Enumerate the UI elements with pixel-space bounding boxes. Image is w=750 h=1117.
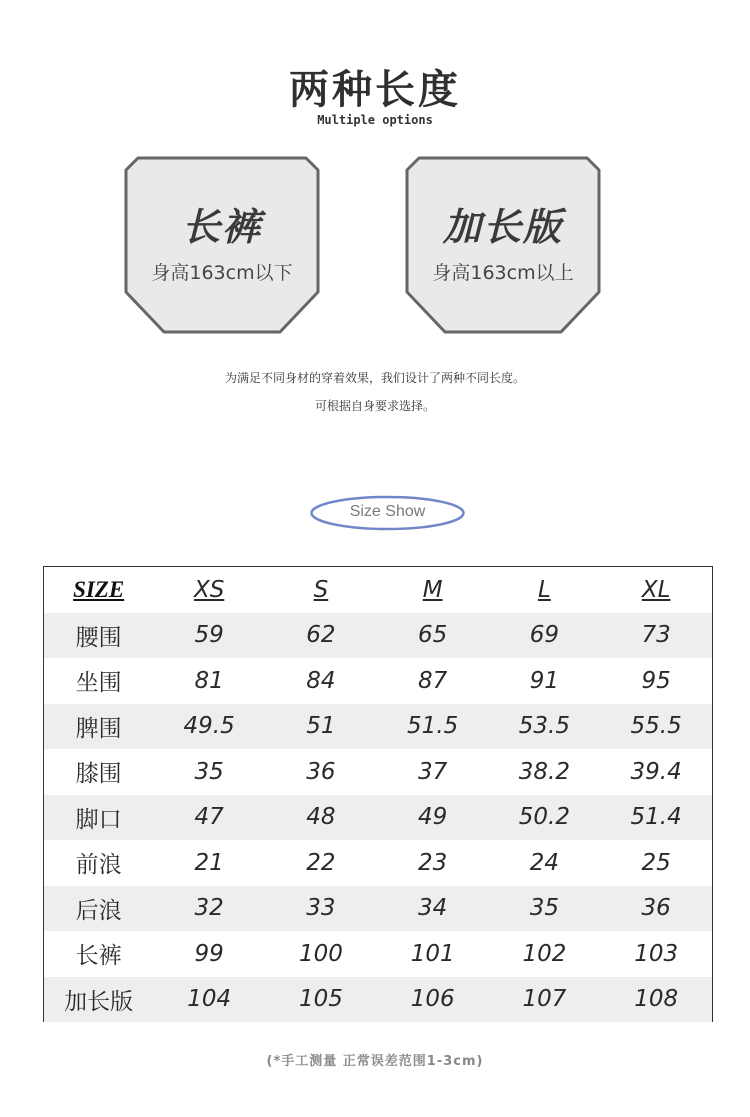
table-row-label: 后浪 — [75, 897, 122, 924]
table-cell: 91 — [529, 667, 560, 694]
table-header-row — [44, 567, 712, 613]
measurement-note: (*手工测量 正常误差范围1-3cm) — [266, 1054, 484, 1069]
table-cell: 50.2 — [518, 804, 570, 831]
table-cell: 23 — [418, 849, 448, 876]
table-row — [44, 931, 712, 977]
table-cell: 101 — [410, 940, 455, 967]
table-cell: 108 — [634, 986, 679, 1013]
table-header-cell: SIZE — [73, 576, 125, 602]
table-cell: 65 — [418, 622, 448, 649]
size-table — [43, 566, 713, 1022]
table-row-label: 坐围 — [75, 670, 122, 697]
table-row — [44, 658, 712, 704]
table-cell: 69 — [529, 622, 560, 649]
table-cell: 36 — [641, 895, 671, 922]
table-header-cell: XL — [641, 576, 671, 603]
note-line-1: 为满足不同身材的穿着效果，我们设计了两种不同长度。 — [224, 371, 525, 385]
table-cell: 102 — [522, 940, 567, 967]
size-show-badge — [309, 495, 466, 531]
table-header-cell: XS — [193, 576, 225, 603]
table-cell: 51.4 — [630, 804, 682, 831]
table-cell: 62 — [306, 622, 336, 649]
table-cell: 81 — [194, 667, 224, 694]
table-cell: 100 — [298, 940, 343, 967]
table-row — [44, 704, 712, 750]
table-row — [44, 749, 712, 795]
table-cell: 39.4 — [630, 758, 682, 785]
table-cell: 51.5 — [407, 713, 459, 740]
table-row — [44, 886, 712, 932]
table-cell: 51 — [306, 713, 336, 740]
table-cell: 53.5 — [518, 713, 570, 740]
table-cell: 55.5 — [630, 713, 682, 740]
option-badge-long — [405, 156, 601, 334]
table-row — [44, 840, 712, 886]
table-header-cell: S — [313, 576, 329, 603]
table-cell: 36 — [306, 758, 336, 785]
table-cell: 48 — [306, 804, 336, 831]
table-cell: 87 — [418, 667, 448, 694]
table-header-cell: L — [537, 576, 551, 603]
table-cell: 24 — [529, 849, 560, 876]
table-cell: 84 — [306, 667, 336, 694]
table-cell: 73 — [641, 622, 671, 649]
page-title: 两种长度 — [289, 67, 461, 113]
table-cell: 35 — [529, 895, 560, 922]
table-cell: 32 — [194, 895, 224, 922]
option-name: 长裤 — [181, 205, 262, 249]
table-cell: 95 — [641, 667, 671, 694]
table-cell: 103 — [634, 940, 679, 967]
table-cell: 34 — [418, 895, 448, 922]
table-cell: 37 — [418, 758, 448, 785]
table-cell: 105 — [298, 986, 343, 1013]
table-row-label: 膝围 — [75, 761, 122, 788]
table-cell: 106 — [410, 986, 455, 1013]
option-desc: 身高163cm以上 — [432, 262, 574, 284]
table-row-label: 长裤 — [75, 943, 122, 970]
table-row-label: 脚口 — [75, 806, 122, 833]
option-name: 加长版 — [442, 205, 563, 249]
table-row-label: 前浪 — [75, 852, 122, 879]
table-row — [44, 795, 712, 841]
table-row-label: 加长版 — [64, 988, 134, 1015]
table-row — [44, 613, 712, 659]
table-cell: 22 — [306, 849, 336, 876]
table-header-cell: M — [422, 576, 443, 603]
table-cell: 25 — [641, 849, 671, 876]
table-row — [44, 977, 712, 1023]
table-cell: 104 — [187, 986, 232, 1013]
table-cell: 99 — [194, 940, 224, 967]
table-row-label: 腰围 — [75, 624, 122, 651]
table-cell: 49.5 — [183, 713, 235, 740]
table-cell: 33 — [306, 895, 336, 922]
option-badge-regular — [124, 156, 320, 334]
table-cell: 35 — [194, 758, 224, 785]
table-cell: 107 — [522, 986, 567, 1013]
size-show-label: Size Show — [349, 503, 426, 520]
table-cell: 47 — [194, 804, 224, 831]
table-cell: 21 — [194, 849, 224, 876]
table-cell: 38.2 — [518, 758, 570, 785]
option-desc: 身高163cm以下 — [151, 262, 293, 284]
page-subtitle: Multiple options — [317, 113, 433, 127]
table-cell: 59 — [194, 622, 224, 649]
table-cell: 49 — [418, 804, 448, 831]
note-line-2: 可根据自身要求选择。 — [314, 399, 435, 413]
table-row-label: 脾围 — [75, 715, 122, 742]
